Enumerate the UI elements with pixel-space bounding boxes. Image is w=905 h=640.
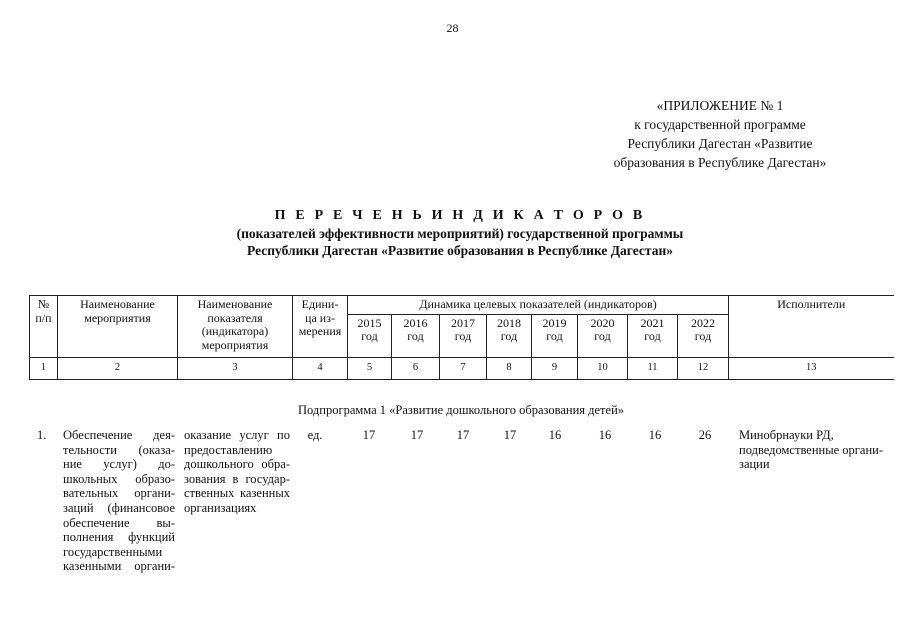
header-num: № п/п [30,296,58,358]
header-year: 2017 год [440,314,487,357]
column-number: 10 [578,357,628,379]
column-number: 1 [30,357,58,379]
column-number: 3 [178,357,293,379]
appendix-line: Республики Дагестан «Развитие [627,136,813,151]
document-subtitle-line: (показателей эффективности мероприятий) государственной программы [236,226,684,241]
row-activity-text: Обеспечение дея- тельности (оказа- ние услуг) до- школьных образо- вательных органи- заций (финансовое обеспечение вы- полнения функций государственными казенными органи- [63,428,175,574]
document-title-block [110,206,810,259]
indicators-table [29,295,894,380]
column-number: 12 [678,357,729,379]
column-number: 8 [487,357,532,379]
document-subtitle-line: Республики Дагестан «Развитие образования в Республике Дагестан» [247,243,673,258]
row-value-2017: 17 [456,428,470,442]
header-dynamics: Динамика целевых показателей (индикаторов) [348,296,729,315]
column-number: 2 [58,357,178,379]
column-number: 7 [440,357,487,379]
appendix-line: к государственной программе [634,117,806,132]
row-number: 1. [37,428,47,442]
row-value-2019: 16 [548,428,562,442]
appendix-line: образования в Республике Дагестан» [613,155,827,170]
row-value-2020: 16 [598,428,612,442]
header-activity: Наименование мероприятия [58,296,178,358]
column-number: 5 [348,357,392,379]
row-indicator-text: оказание услуг по предоставлению дошкольного обра- зования в государ- ственных казенных организациях [184,428,290,515]
header-year: 2015 год [348,314,392,357]
appendix-line: «ПРИЛОЖЕНИЕ № 1 [656,98,784,113]
header-year: 2021 год [628,314,678,357]
header-unit: Едини- ца из- мерения [293,296,348,358]
header-year: 2019 год [532,314,578,357]
row-value-2022: 26 [698,428,712,442]
header-executors: Исполнители [729,296,894,358]
row-value-2015: 17 [362,428,376,442]
page-number: 28 [446,21,459,35]
column-number: 4 [293,357,348,379]
subprogram-heading: Подпрограмма 1 «Развитие дошкольного образования детей» [297,403,625,417]
column-number: 9 [532,357,578,379]
column-number: 6 [392,357,440,379]
row-executors: Минобрнауки РД, подведомственные органи- зации [739,428,883,472]
column-number: 13 [729,357,894,379]
row-value-2021: 16 [648,428,662,442]
appendix-note [560,96,880,172]
column-number: 11 [628,357,678,379]
header-year: 2016 год [392,314,440,357]
row-value-2018: 17 [503,428,517,442]
document-title: П Е Р Е Ч Е Н Ь И Н Д И К А Т О Р О В [274,208,646,223]
header-year: 2018 год [487,314,532,357]
header-year: 2022 год [678,314,729,357]
header-indicator: Наименование показателя (индикатора) мероприятия [178,296,293,358]
row-value-2016: 17 [410,428,424,442]
row-unit: ед. [307,428,323,442]
header-year: 2020 год [578,314,628,357]
